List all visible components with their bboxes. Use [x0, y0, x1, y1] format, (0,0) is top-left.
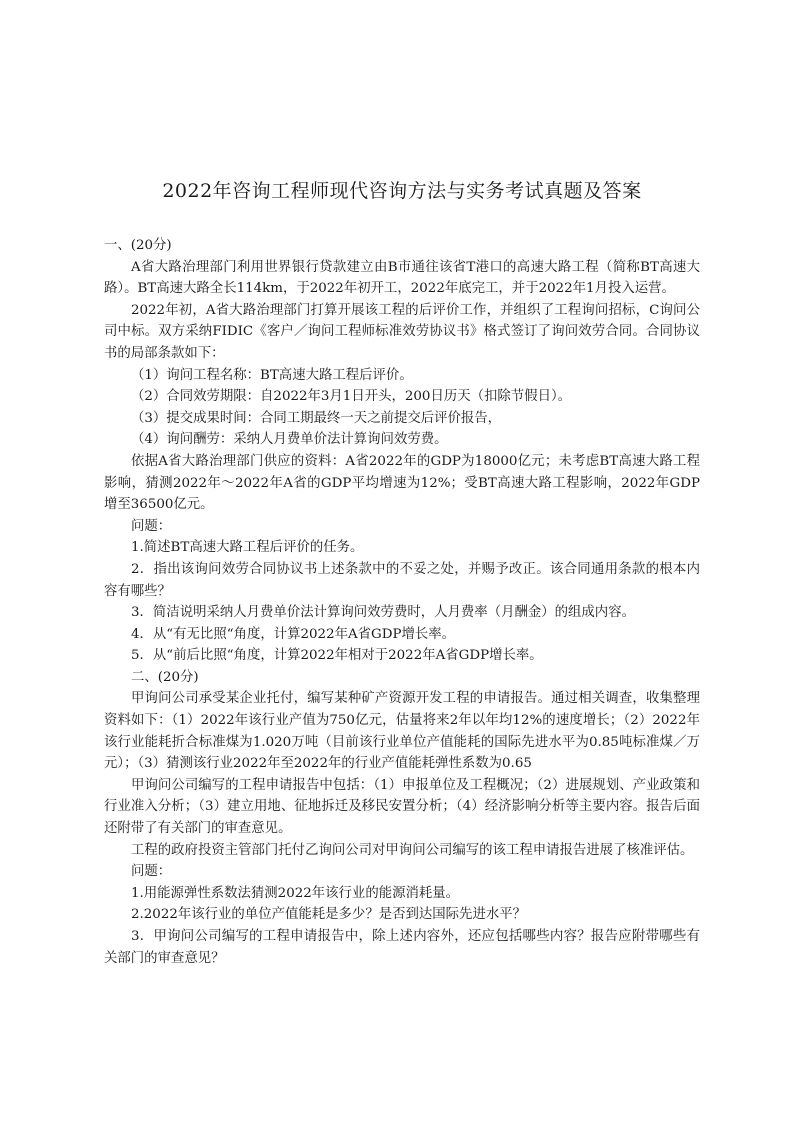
question-item: 3．简洁说明采纳人月费单价法计算询问效劳费时，人月费率（月酬金）的组成内容。: [131, 605, 635, 621]
question-item: 5．从“前后比照“角度，计算2022年相对于2022年A省GDP增长率。: [131, 648, 543, 664]
paragraph: 2022年初，A省大路治理部门打算开展该工程的后评价工作，并组织了工程询问招标，C询问公司中标。双方采纳FIDIC《客户／询问工程师标准效劳协议书》格式签订了询问效劳合同。合同协议书的局部条款如下：: [104, 302, 700, 361]
paragraph: 工程的政府投资主管部门托付乙询问公司对甲询问公司编写的该工程申请报告进展了核准评估。: [131, 842, 694, 858]
clause-item: （4）询问酬劳：采纳人月费单价法计算询问效劳费。: [131, 432, 448, 448]
questions-label: 问题：: [131, 864, 172, 880]
paragraph: 甲询问公司编写的工程申请报告中包括：（1）申报单位及工程概况；（2）进展规划、产业政策和行业准入分析；（3）建立用地、征地拆迁及移民安置分析；（4）经济影响分析等主要内容。报告后面还附带了有关部门的审查意见。: [104, 777, 700, 837]
clause-item: （1）询问工程名称：BT高速大路工程后评价。: [131, 367, 413, 383]
clause-item: （3）提交成果时间：合同工期最终一天之前提交后评价报告，: [131, 410, 502, 426]
paragraph: 甲询问公司承受某企业托付，编写某种矿产资源开发工程的申请报告。通过相关调查，收集整理资料如下：（1）2022年该行业产值为750亿元，估量将来2年以年均12%的速度增长；（2）2022年该行业能耗折合标准煤为1.020万吨（目前该行业单位产值能耗的国际先进水平为0.85吨标准煤／万元）；（3）猜测该行业2022年至2022年的行业产值能耗弹性系数为0.65: [104, 691, 700, 772]
question-item: 2.2022年该行业的单位产值能耗是多少？是否到达国际先进水平？: [131, 907, 527, 923]
question-item: 2．指出该询问效劳合同协议书上述条款中的不妥之处，并赐予改正。该合同通用条款的根本内容有哪些？: [104, 561, 700, 599]
questions-label: 问题：: [131, 518, 172, 534]
clause-item: （2）合同效劳期限：自2022年3月1日开头，200日历天（扣除节假日）。: [131, 389, 572, 405]
paragraph: 依据A省大路治理部门供应的资料：A省2022年的GDP为18000亿元；未考虑BT高速大路工程影响，猜测2022年～2022年A省的GDP平均增速为12%；受BT高速大路工程影响，2022年GDP增至36500亿元。: [104, 453, 700, 513]
section-heading-1: 一、(20分): [104, 238, 172, 253]
question-item: 3．甲询问公司编写的工程申请报告中，除上述内容外，还应包括哪些内容？报告应附带哪些有关部门的审查意见？: [104, 929, 700, 966]
paragraph: A省大路治理部门利用世界银行贷款建立由B市通往该省T港口的高速大路工程（简称BT高速大路）。BT高速大路全长114km，于2022年初开工，2022年底完工，并于2022年1月投入运营。: [104, 259, 700, 297]
section-heading-2: 二、(20分): [131, 669, 199, 685]
document-body: [104, 235, 700, 969]
question-item: 1.用能源弹性系数法猜测2022年该行业的能源消耗量。: [131, 885, 460, 901]
document-title: 2022年咨询工程师现代咨询方法与实务考试真题及答案: [162, 180, 642, 202]
question-item: 4．从“有无比照“角度，计算2022年A省GDP增长率。: [131, 626, 456, 642]
question-item: 1.简述BT高速大路工程后评价的任务。: [131, 540, 364, 556]
